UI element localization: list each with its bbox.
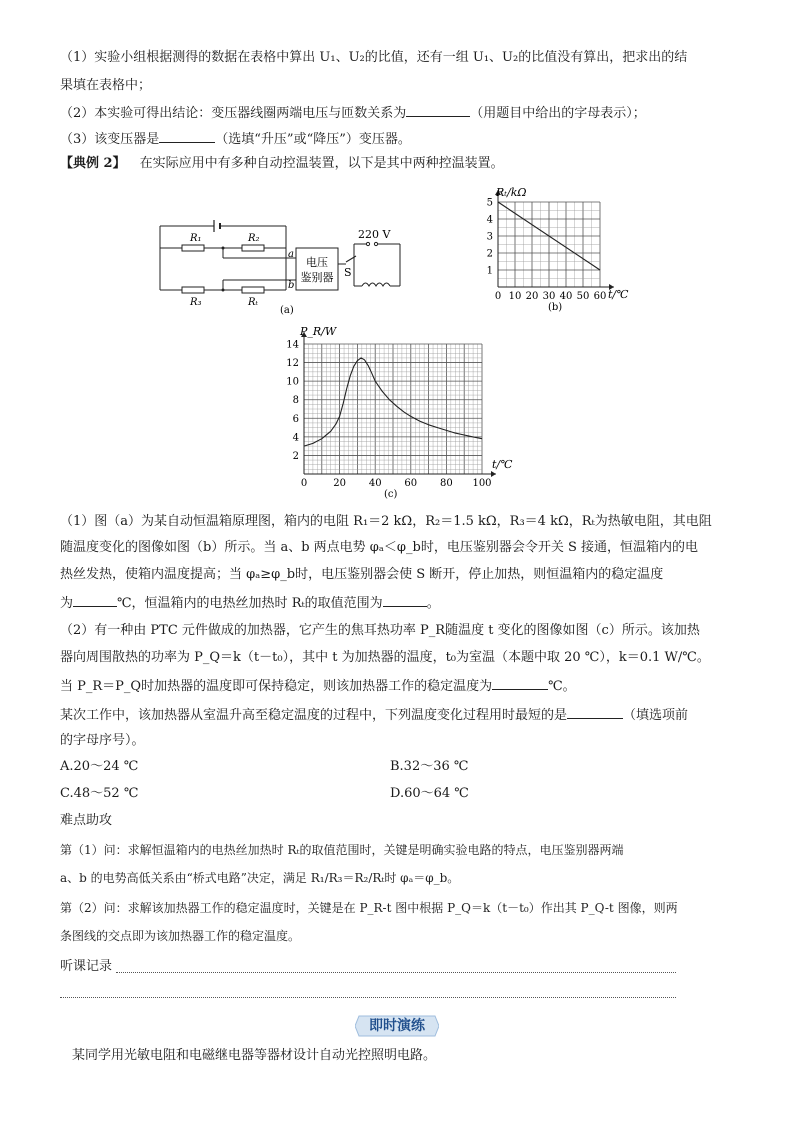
label-r3: R₃ — [190, 297, 202, 308]
option-c[interactable]: C.48～52 ℃ — [60, 786, 139, 801]
cc-ytick-4: 10 — [286, 376, 299, 388]
heater-coil — [362, 283, 390, 286]
caption-a: (a) — [280, 305, 294, 316]
q1-line3-b: （用题目中给出的字母表示）； — [470, 106, 646, 121]
label-r2: R₂ — [248, 233, 260, 244]
cc-xtick-4: 80 — [440, 478, 453, 489]
help-title: 难点助攻 — [60, 813, 113, 828]
chart-b-xlabel: t/℃ — [608, 288, 629, 301]
chart-c-pr-vs-t — [280, 322, 520, 502]
cc-ytick-3: 8 — [292, 395, 299, 407]
example-tag: 【典例 2】 — [60, 156, 126, 171]
p2-line5: 的字母序号）。 — [60, 733, 145, 748]
notes-line-2[interactable] — [60, 997, 676, 998]
cb-ytick-4: 5 — [486, 197, 493, 209]
chart-b-tick-labels — [487, 198, 607, 303]
cc-xtick-1: 20 — [333, 478, 346, 489]
p1-line4 — [60, 592, 740, 614]
resistor-r2 — [242, 245, 264, 251]
notes-line-1[interactable] — [116, 972, 676, 973]
p1-line4-a: 为 — [60, 596, 74, 611]
cb-xtick-4: 40 — [559, 291, 573, 302]
p2-line1: （2）有一种由 PTC 元件做成的加热器，它产生的焦耳热功率 P_R随温度 t 变化的图像如图（c）所示。该加热 — [60, 623, 700, 638]
chart-b-rt-vs-t — [468, 184, 640, 314]
label-voltage: 220 V — [358, 228, 391, 241]
notes-label: 听课记录 — [60, 959, 113, 974]
q1-line4 — [60, 128, 740, 150]
chart-c-grid — [304, 344, 482, 474]
label-r1: R₁ — [190, 233, 202, 244]
help-line2: a、b 的电势高低关系由“桥式电路”决定，满足 R₁/R₃＝R₂/Rₜ时 φₐ＝φ_b。 — [60, 871, 460, 885]
label-node-b: b — [288, 280, 295, 291]
practice-banner — [355, 1013, 439, 1039]
cc-xtick-3: 60 — [404, 478, 418, 489]
p1-line4-b: ℃，恒温箱内的电热丝加热时 Rₜ的取值范围为 — [117, 596, 383, 611]
cb-xtick-5: 50 — [576, 291, 590, 302]
practice-line1: 某同学用光敏电阻和电磁继电器等器材设计自动光控照明电路。 — [72, 1048, 437, 1063]
cb-ytick-1: 2 — [486, 248, 493, 260]
chart-b-grid — [498, 202, 600, 287]
q1-line3-a: （2）本实验可得出结论：变压器线圈两端电压与匝数关系为 — [60, 106, 407, 121]
chart-c-caption: (c) — [384, 489, 398, 500]
practice-banner-text: 即时演练 — [369, 1018, 425, 1034]
cc-xtick-5: 100 — [472, 478, 492, 489]
help-line1: 第（1）问：求解恒温箱内的电热丝加热时 Rₜ的取值范围时，关键是明确实验电路的特点，电压鉴别器两端 — [60, 843, 624, 857]
q1-line4-a: （3）该变压器是 — [60, 132, 160, 147]
p2-line2: 器向周围散热的功率为 P_Q＝k（t－t₀），其中 t 为加热器的温度，t₀为室温（本题中取 20 ℃），k＝0.1 W/℃。 — [60, 650, 710, 665]
cc-ytick-6: 14 — [286, 339, 299, 351]
cc-x-arrow — [491, 471, 496, 477]
p2-line3-a: 当 P_R＝P_Q时加热器的温度即可保持稳定，则该加热器工作的稳定温度为 — [60, 679, 493, 694]
comparator-label-1: 电压 — [306, 256, 328, 269]
example-heading — [60, 154, 740, 174]
option-a[interactable]: A.20～24 ℃ — [60, 759, 139, 774]
cc-ytick-0: 2 — [292, 450, 299, 462]
p1-line1: （1）图（a）为某自动恒温箱原理图，箱内的电阻 R₁＝2 kΩ，R₂＝1.5 kΩ，R₃＝4 kΩ，Rₜ为热敏电阻，其电阻 — [60, 514, 712, 529]
chart-c-ylabel: P_R/W — [300, 325, 337, 338]
p1-line2: 随温度变化的图像如图（b）所示。当 a、b 两点电势 φₐ＜φ_b时，电压鉴别器会令开关 S 接通，恒温箱内的电 — [60, 540, 699, 555]
p1-line3: 热丝发热，使箱内温度提高；当 φₐ≥φ_b时，电压鉴别器会使 S 断开，停止加热，则恒温箱内的稳定温度 — [60, 567, 664, 582]
q1-line2: 果填在表格中； — [60, 78, 152, 93]
answer-blank-heater-temp[interactable] — [492, 675, 548, 690]
cc-xtick-0: 0 — [300, 478, 308, 489]
chart-b-caption: (b) — [548, 302, 563, 313]
p2-line4-a: 某次工作中，该加热器从室温升高至稳定温度的过程中，下列温度变化过程用时最短的是 — [60, 708, 568, 723]
comparator-label-2: 鉴别器 — [300, 271, 334, 284]
cb-ytick-3: 4 — [486, 214, 493, 226]
circuit-figure-a — [150, 210, 415, 320]
answer-blank-transformer[interactable] — [159, 128, 215, 143]
label-switch: S — [344, 266, 352, 279]
cc-ytick-5: 12 — [286, 358, 299, 370]
resistor-r3 — [182, 287, 204, 293]
answer-blank-stable-temp[interactable] — [73, 592, 117, 607]
label-rt: Rₜ — [248, 297, 258, 308]
chart-b-ylabel: Rₜ/kΩ — [496, 186, 527, 199]
option-d[interactable]: D.60～64 ℃ — [390, 786, 469, 801]
answer-blank-relation[interactable] — [406, 102, 470, 117]
help-line4: 条图线的交点即为该加热器工作的稳定温度。 — [60, 929, 301, 943]
p2-line3 — [60, 675, 740, 697]
q1-line4-b: （选填“升压”或“降压”）变压器。 — [215, 132, 411, 147]
chart-c-tick-labels — [286, 340, 491, 490]
p2-line4-b: （填选项前 — [623, 708, 689, 723]
q1-line1: （1）实验小组根据测得的数据在表格中算出 U₁、U₂的比值，还有一组 U₁、U₂的比值没有算出，把求出的结 — [60, 50, 688, 65]
cb-xtick-0: 0 — [494, 291, 502, 302]
p1-line4-c: 。 — [426, 596, 440, 611]
chart-c-xlabel: t/℃ — [492, 458, 513, 471]
cb-xtick-3: 30 — [542, 291, 556, 302]
cc-ytick-2: 6 — [292, 413, 299, 425]
cc-xtick-2: 40 — [368, 478, 382, 489]
answer-blank-rt-range[interactable] — [383, 592, 427, 607]
cc-ytick-1: 4 — [292, 432, 299, 444]
cb-ytick-0: 1 — [486, 265, 493, 277]
label-node-a: a — [288, 249, 294, 260]
cb-ytick-2: 3 — [486, 231, 493, 243]
resistor-r1 — [182, 245, 204, 251]
q1-line3 — [60, 102, 740, 124]
resistor-rt — [242, 287, 264, 293]
option-b[interactable]: B.32～36 ℃ — [390, 759, 469, 774]
cb-xtick-1: 10 — [508, 291, 522, 302]
p2-line3-b: ℃。 — [548, 679, 576, 694]
cb-xtick-6: 60 — [593, 291, 607, 302]
cb-xtick-2: 20 — [525, 291, 539, 302]
help-line3: 第（2）问：求解该加热器工作的稳定温度时，关键是在 P_R-t 图中根据 P_Q＝k（t－t₀）作出其 P_Q-t 图像，则两 — [60, 901, 678, 915]
example-intro: 在实际应用中有多种自动控温装置，以下是其中两种控温装置。 — [139, 156, 504, 171]
p2-line4 — [60, 704, 740, 726]
answer-blank-option[interactable] — [567, 704, 623, 719]
